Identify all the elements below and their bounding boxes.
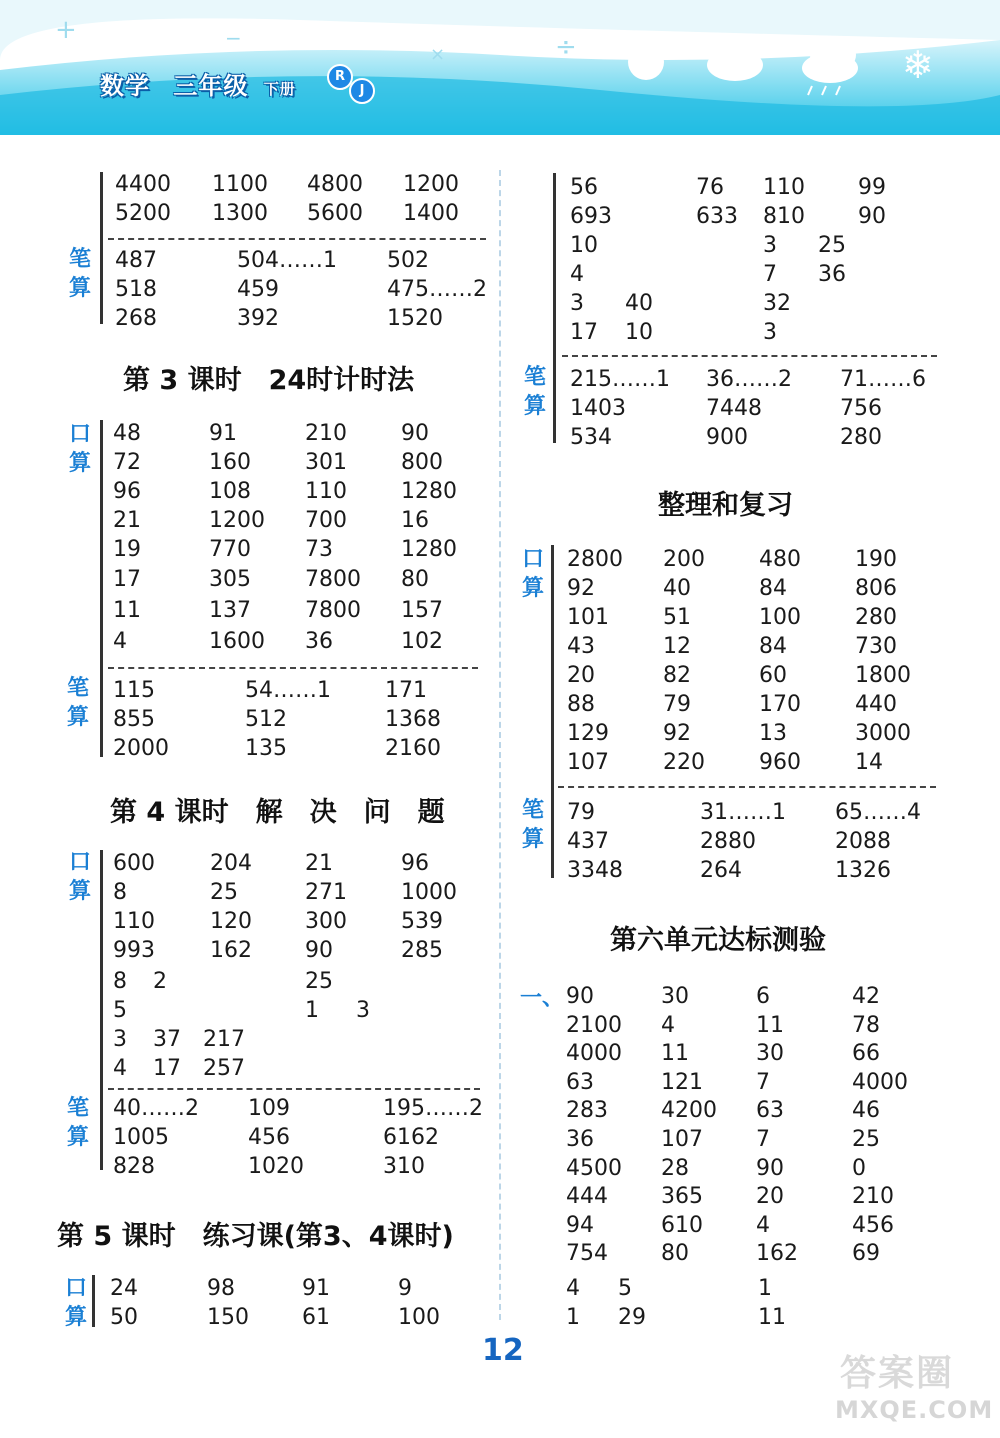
answer-cell: 91	[302, 1276, 330, 1301]
answer-cell: 4	[113, 1056, 127, 1081]
answer-cell: 10	[625, 320, 653, 345]
answer-cell: 72	[113, 450, 141, 475]
answer-cell: 50	[110, 1305, 138, 1330]
answer-cell: 693	[570, 204, 612, 229]
answer-cell: 518	[115, 277, 157, 302]
answer-cell: 101	[567, 605, 609, 630]
answer-cell: 1403	[570, 396, 626, 421]
answer-cell: 4	[756, 1212, 770, 1238]
answer-cell: 17	[570, 320, 598, 345]
answer-cell: 855	[113, 707, 155, 732]
answer-cell: 6	[756, 984, 770, 1009]
answer-cell: 121	[661, 1069, 703, 1095]
answer-cell: 66	[852, 1041, 880, 1067]
answer-cell: 810	[763, 204, 805, 229]
answer-cell: 480	[759, 547, 801, 572]
answer-cell: 88	[567, 692, 595, 717]
answer-cell: 3	[356, 998, 370, 1023]
answer-cell: 3	[113, 1027, 127, 1052]
answer-cell: 129	[567, 721, 609, 746]
answer-cell: 40	[663, 576, 691, 601]
section-divider	[108, 667, 478, 669]
answer-cell: 54……1	[245, 678, 331, 703]
answer-cell: 305	[209, 567, 251, 592]
answer-cell: 4	[113, 629, 127, 654]
answer-cell: 1280	[401, 537, 457, 562]
answer-cell: 365	[661, 1184, 703, 1210]
answer-cell: 3000	[855, 721, 911, 746]
answer-cell: 700	[305, 508, 347, 533]
answer-cell: 487	[115, 248, 157, 273]
answer-cell: 8	[113, 880, 127, 905]
answer-cell: 171	[385, 678, 427, 703]
written-calc-label-char: 笔	[68, 247, 91, 272]
answer-cell: 90	[566, 984, 594, 1009]
answer-cell: 2000	[113, 736, 169, 761]
answer-cell: 24	[110, 1276, 138, 1301]
answer-cell: 204	[210, 851, 252, 876]
answer-cell: 1	[566, 1305, 580, 1330]
answer-cell: 1280	[401, 479, 457, 504]
answer-cell: 3	[570, 291, 584, 316]
answer-cell: 437	[567, 829, 609, 854]
svg-text:×: ×	[430, 44, 446, 65]
answer-cell: 512	[245, 707, 287, 732]
answer-cell: 76	[696, 175, 724, 200]
answer-cell: 1800	[855, 663, 911, 688]
answer-cell: 280	[840, 425, 882, 450]
answer-cell: 310	[383, 1154, 425, 1179]
answer-cell: 110	[763, 175, 805, 200]
section-number: 一、	[520, 986, 565, 1011]
written-calc-label-char: 算	[66, 705, 89, 730]
answer-cell: 770	[209, 537, 251, 562]
answer-cell: 268	[115, 306, 157, 331]
answer-cell: 63	[756, 1098, 784, 1124]
answer-cell: 78	[852, 1012, 880, 1038]
answer-cell: 960	[759, 750, 801, 775]
answer-cell: 633	[696, 204, 738, 229]
watermark-url: MXQE.COM	[835, 1396, 994, 1424]
answer-cell: 459	[237, 277, 279, 302]
svg-text:+: +	[55, 15, 77, 45]
answer-cell: 37	[153, 1027, 181, 1052]
answer-cell: 29	[618, 1305, 646, 1330]
answer-cell: 2088	[835, 829, 891, 854]
oral-calc-label	[63, 1274, 89, 1332]
edition-letter-j: J	[349, 78, 375, 104]
answer-cell: 160	[209, 450, 251, 475]
answer-cell: 73	[305, 537, 333, 562]
answer-cell: 60	[759, 663, 787, 688]
answer-cell: 440	[855, 692, 897, 717]
answer-cell: 25	[305, 969, 333, 994]
answer-cell: 1200	[209, 508, 265, 533]
written-calc-label	[65, 674, 91, 732]
answer-cell: 3	[763, 320, 777, 345]
answer-cell: 21	[113, 508, 141, 533]
answer-cell: 20	[756, 1184, 784, 1210]
answer-cell: 6162	[383, 1125, 439, 1150]
answer-cell: 11	[661, 1041, 689, 1067]
answer-cell: 4	[661, 1012, 675, 1038]
answer-cell: 110	[113, 909, 155, 934]
answer-cell: 300	[305, 909, 347, 934]
answer-cell: 1	[758, 1276, 772, 1301]
edition-letter-r: R	[327, 64, 353, 90]
bracket-bar	[551, 545, 554, 878]
answer-cell: 17	[113, 567, 141, 592]
answer-cell: 257	[203, 1056, 245, 1081]
answer-cell: 28	[661, 1155, 689, 1181]
answer-cell: 7	[763, 262, 777, 287]
written-calc-label-char: 算	[68, 276, 91, 301]
written-calc-label-char: 算	[523, 394, 546, 419]
answer-cell: 4400	[115, 172, 171, 197]
answer-cell: 1520	[387, 306, 443, 331]
answer-cell: 1	[305, 998, 319, 1023]
answer-cell: 5600	[307, 201, 363, 226]
answer-cell: 217	[203, 1027, 245, 1052]
answer-cell: 25	[852, 1126, 880, 1152]
answer-cell: 102	[401, 629, 443, 654]
answer-cell: 92	[567, 576, 595, 601]
answer-cell: 110	[305, 479, 347, 504]
section-divider	[562, 355, 937, 357]
answer-cell: 285	[401, 938, 443, 963]
answer-cell: 36	[566, 1126, 594, 1152]
answer-cell: 107	[567, 750, 609, 775]
answer-cell: 4200	[661, 1098, 717, 1124]
answer-cell: 215……1	[570, 367, 670, 392]
answer-cell: 8	[113, 969, 127, 994]
answer-cell: 31……1	[700, 800, 786, 825]
answer-cell: 14	[855, 750, 883, 775]
answer-cell: 1400	[403, 201, 459, 226]
lesson-4-heading: 第 4 课时 解 决 问 题	[110, 797, 445, 828]
answer-cell: 82	[663, 663, 691, 688]
answer-cell: 4000	[566, 1041, 622, 1067]
answer-cell: 80	[401, 567, 429, 592]
answer-cell: 30	[756, 1041, 784, 1067]
answer-cell: 157	[401, 598, 443, 623]
answer-cell: 40	[625, 291, 653, 316]
answer-cell: 120	[210, 909, 252, 934]
written-calc-label-char: 笔	[521, 798, 544, 823]
oral-calc-label-char: 算	[68, 451, 91, 476]
answer-cell: 754	[566, 1241, 608, 1267]
answer-cell: 600	[113, 851, 155, 876]
answer-cell: 2800	[567, 547, 623, 572]
oral-calc-label-char: 算	[68, 879, 91, 904]
answer-cell: 56	[570, 175, 598, 200]
unit-test-heading: 第六单元达标测验	[610, 925, 826, 956]
answer-cell: 7	[756, 1069, 770, 1095]
answer-cell: 100	[759, 605, 801, 630]
answer-cell: 475……2	[387, 277, 487, 302]
answer-cell: 301	[305, 450, 347, 475]
answer-cell: 4	[566, 1276, 580, 1301]
answer-cell: 3348	[567, 858, 623, 883]
answer-cell: 92	[663, 721, 691, 746]
answer-cell: 84	[759, 634, 787, 659]
answer-cell: 0	[852, 1155, 866, 1181]
answer-cell: 2880	[700, 829, 756, 854]
bracket-bar	[92, 1275, 95, 1327]
answer-cell: 7800	[305, 567, 361, 592]
answer-cell: 2	[153, 969, 167, 994]
answer-cell: 13	[759, 721, 787, 746]
page-header	[0, 0, 1000, 135]
subject-label: 数学	[100, 72, 150, 100]
answer-cell: 137	[209, 598, 251, 623]
answer-cell: 90	[756, 1155, 784, 1181]
answer-cell: 4800	[307, 172, 363, 197]
answer-cell: 170	[759, 692, 801, 717]
oral-calc-label-char: 口	[521, 547, 544, 572]
answer-cell: 79	[567, 800, 595, 825]
volume-label: 下册	[263, 80, 296, 98]
answer-cell: 3	[763, 233, 777, 258]
answer-cell: 91	[209, 421, 237, 446]
answer-cell: 11	[758, 1305, 786, 1330]
bracket-bar	[100, 420, 103, 757]
answer-cell: 21	[305, 851, 333, 876]
answer-cell: 534	[570, 425, 612, 450]
answer-cell: 1200	[403, 172, 459, 197]
answer-cell: 806	[855, 576, 897, 601]
answer-cell: 100	[398, 1305, 440, 1330]
answer-cell: 539	[401, 909, 443, 934]
answer-cell: 190	[855, 547, 897, 572]
answer-cell: 5	[618, 1276, 632, 1301]
answer-cell: 210	[852, 1184, 894, 1210]
answer-cell: 61	[302, 1305, 330, 1330]
answer-cell: 96	[113, 479, 141, 504]
answer-cell: 71……6	[840, 367, 926, 392]
answer-cell: 108	[209, 479, 251, 504]
section-divider	[108, 238, 486, 240]
answer-cell: 993	[113, 938, 155, 963]
answer-cell: 210	[305, 421, 347, 446]
answer-cell: 32	[763, 291, 791, 316]
answer-cell: 25	[818, 233, 846, 258]
answer-cell: 16	[401, 508, 429, 533]
answer-cell: 109	[248, 1096, 290, 1121]
answer-cell: 756	[840, 396, 882, 421]
written-calc-label	[67, 245, 93, 303]
answer-cell: 10	[570, 233, 598, 258]
answer-cell: 84	[759, 576, 787, 601]
bracket-bar	[100, 172, 103, 324]
answer-cell: 264	[700, 858, 742, 883]
answer-cell: 63	[566, 1069, 594, 1095]
answer-cell: 502	[387, 248, 429, 273]
answer-cell: 43	[567, 634, 595, 659]
answer-cell: 1300	[212, 201, 268, 226]
answer-cell: 20	[567, 663, 595, 688]
answer-cell: 48	[113, 421, 141, 446]
answer-cell: 42	[852, 984, 880, 1009]
answer-cell: 36……2	[706, 367, 792, 392]
answer-cell: 46	[852, 1098, 880, 1124]
section-divider	[558, 786, 936, 788]
answer-cell: 1368	[385, 707, 441, 732]
answer-cell: 730	[855, 634, 897, 659]
answer-cell: 12	[663, 634, 691, 659]
answer-cell: 392	[237, 306, 279, 331]
answer-cell: 7448	[706, 396, 762, 421]
answer-cell: 800	[401, 450, 443, 475]
page-number: 12	[482, 1333, 524, 1368]
bracket-bar	[553, 173, 556, 443]
answer-cell: 17	[153, 1056, 181, 1081]
answer-cell: 9	[398, 1276, 412, 1301]
answer-cell: 1005	[113, 1125, 169, 1150]
answer-cell: 80	[661, 1241, 689, 1267]
bracket-bar	[100, 850, 103, 1170]
answer-cell: 5200	[115, 201, 171, 226]
answer-cell: 30	[661, 984, 689, 1009]
oral-calc-label-char: 口	[68, 422, 91, 447]
answer-cell: 90	[401, 421, 429, 446]
answer-cell: 25	[210, 880, 238, 905]
answer-cell: 5	[113, 998, 127, 1023]
answer-cell: 94	[566, 1212, 594, 1238]
answer-cell: 90	[305, 938, 333, 963]
answer-cell: 2100	[566, 1012, 622, 1038]
answer-cell: 36	[818, 262, 846, 287]
edition-badge	[327, 64, 373, 102]
answer-cell: 4500	[566, 1155, 622, 1181]
answer-cell: 98	[207, 1276, 235, 1301]
grade-label: 三年级	[173, 72, 249, 100]
oral-calc-label-char: 算	[521, 576, 544, 601]
answer-cell: 504……1	[237, 248, 337, 273]
answer-cell: 1100	[212, 172, 268, 197]
answer-cell: 19	[113, 537, 141, 562]
answer-cell: 7	[756, 1126, 770, 1152]
lesson-5-heading: 第 5 课时 练习课(第3、4课时)	[57, 1221, 454, 1252]
written-calc-label	[65, 1094, 91, 1152]
written-calc-label-char: 笔	[66, 1096, 89, 1121]
answer-cell: 40……2	[113, 1096, 199, 1121]
answer-cell: 96	[401, 851, 429, 876]
oral-calc-label	[67, 848, 93, 906]
oral-calc-label	[520, 545, 546, 603]
answer-cell: 280	[855, 605, 897, 630]
answer-cell: 90	[858, 204, 886, 229]
answer-cell: 162	[210, 938, 252, 963]
oral-calc-label-char: 口	[68, 850, 91, 875]
answer-cell: 4000	[852, 1069, 908, 1095]
answer-cell: 135	[245, 736, 287, 761]
review-heading: 整理和复习	[658, 490, 793, 521]
answer-cell: 828	[113, 1154, 155, 1179]
header-title	[100, 66, 296, 101]
section-divider	[108, 1088, 480, 1090]
column-divider	[499, 170, 501, 1320]
answer-cell: 107	[661, 1126, 703, 1152]
written-calc-label	[520, 796, 546, 854]
answer-cell: 36	[305, 629, 333, 654]
answer-cell: 271	[305, 880, 347, 905]
answer-cell: 51	[663, 605, 691, 630]
written-calc-label	[522, 363, 548, 421]
oral-calc-label-char: 算	[64, 1305, 87, 1330]
svg-text:÷: ÷	[555, 32, 577, 62]
answer-cell: 115	[113, 678, 155, 703]
lesson-3-heading: 第 3 课时 24时计时法	[123, 365, 415, 396]
answer-cell: 195……2	[383, 1096, 483, 1121]
answer-cell: 1600	[209, 629, 265, 654]
answer-cell: 220	[663, 750, 705, 775]
written-calc-label-char: 笔	[66, 676, 89, 701]
answer-cell: 11	[113, 598, 141, 623]
answer-cell: 7800	[305, 598, 361, 623]
answer-cell: 65……4	[835, 800, 921, 825]
answer-cell: 150	[207, 1305, 249, 1330]
answer-cell: 456	[852, 1212, 894, 1238]
answer-cell: 79	[663, 692, 691, 717]
answer-cell: 162	[756, 1241, 798, 1267]
answer-cell: 99	[858, 175, 886, 200]
watermark-text: 答案圈	[840, 1353, 955, 1394]
written-calc-label-char: 算	[66, 1125, 89, 1150]
answer-cell: 1020	[248, 1154, 304, 1179]
answer-cell: 283	[566, 1098, 608, 1124]
svg-text:−: −	[225, 26, 242, 50]
answer-cell: 456	[248, 1125, 290, 1150]
answer-cell: 4	[570, 262, 584, 287]
answer-cell: 1326	[835, 858, 891, 883]
written-calc-label-char: 算	[521, 827, 544, 852]
svg-text:❄: ❄	[902, 43, 934, 87]
oral-calc-label	[67, 420, 93, 478]
answer-cell: 610	[661, 1212, 703, 1238]
written-calc-label-char: 笔	[523, 365, 546, 390]
answer-cell: 900	[706, 425, 748, 450]
answer-cell: 69	[852, 1241, 880, 1267]
answer-cell: 1000	[401, 880, 457, 905]
answer-cell: 11	[756, 1012, 784, 1038]
answer-cell: 200	[663, 547, 705, 572]
answer-cell: 444	[566, 1184, 608, 1210]
oral-calc-label-char: 口	[64, 1276, 87, 1301]
answer-cell: 2160	[385, 736, 441, 761]
